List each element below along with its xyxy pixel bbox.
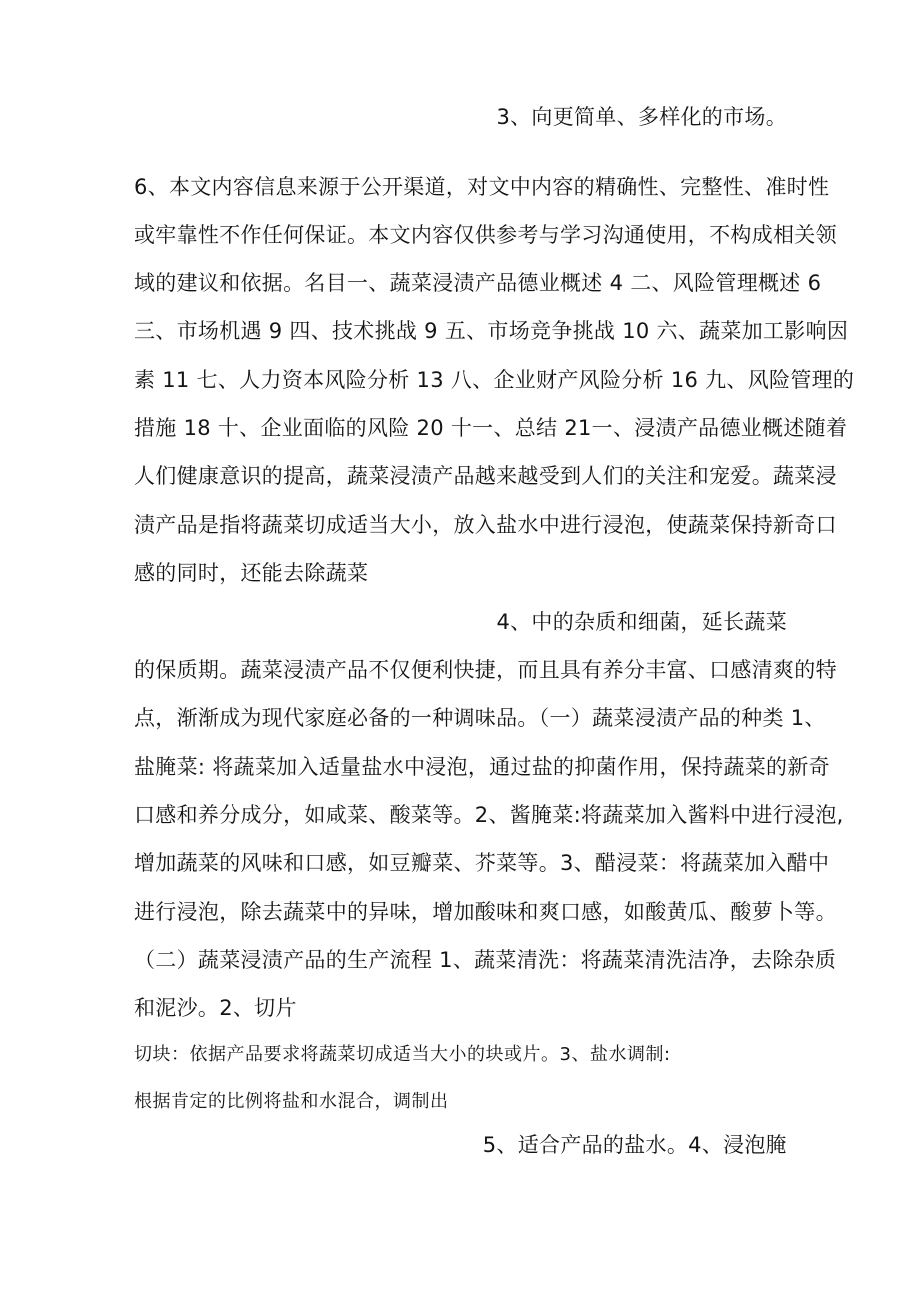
text-line: 三、市场机遇 9 四、技术挑战 9 五、市场竞争挑战 10 六、蔬菜加工影响因 (134, 319, 849, 343)
text-line: 点，渐渐成为现代家庭必备的一种调味品。（一）蔬菜浸渍产品的种类 1、 (134, 706, 826, 730)
text-line: 措施 18 十、企业面临的风险 20 十一、总结 21一、浸渍产品德业概述随着 (134, 416, 848, 440)
text-line: 盐腌菜: 将蔬菜加入适量盐水中浸泡，通过盐的抑菌作用，保持蔬菜的新奇 (134, 755, 830, 779)
text-line-heading: 3、向更简单、多样化的市场。 (496, 105, 787, 129)
text-line: 的保质期。蔬菜浸渍产品不仅便利快捷，而且具有养分丰富、口感清爽的特 (134, 658, 837, 682)
text-line: 根据肯定的比例将盐和水混合，调制出 (134, 1091, 449, 1112)
text-line: 切块：依据产品要求将蔬菜切成适当大小的块或片。3、盐水调制: (134, 1044, 671, 1065)
text-line: 或牢靠性不作任何保证。本文内容仅供参考与学习沟通使用，不构成相关领 (134, 223, 837, 247)
text-line: 素 11 七、人力资本风险分析 13 八、企业财产风险分析 16 九、风险管理的 (134, 368, 855, 392)
text-line: 增加蔬菜的风味和口感，如豆瓣菜、芥菜等。3、醋浸菜：将蔬菜加入醋中 (134, 851, 830, 875)
text-line: 6、本文内容信息来源于公开渠道，对文中内容的精确性、完整性、准时性 (134, 175, 830, 199)
text-line: 和泥沙。2、切片 (134, 996, 297, 1020)
text-line: 进行浸泡，除去蔬菜中的异味，增加酸味和爽口感，如酸黄瓜、酸萝卜等。 (134, 900, 837, 924)
text-line: 渍产品是指将蔬菜切成适当大小，放入盐水中进行浸泡，使蔬菜保持新奇口 (134, 513, 837, 537)
text-line: 感的同时，还能去除蔬菜 (134, 561, 369, 585)
text-line: 域的建议和依据。名目一、蔬菜浸渍产品德业概述 4 二、风险管理概述 6 (134, 271, 822, 295)
text-line-right: 5、适合产品的盐水。4、浸泡腌 (482, 1133, 787, 1157)
text-line: 口感和养分成分，如咸菜、酸菜等。2、酱腌菜:将蔬菜加入酱料中进行浸泡, (134, 803, 844, 827)
text-line: （二）蔬菜浸渍产品的生产流程 1、蔬菜清洗：将蔬菜清洗洁净，去除杂质 (134, 948, 837, 972)
text-line: 人们健康意识的提高，蔬菜浸渍产品越来越受到人们的关注和宠爱。蔬菜浸 (134, 464, 837, 488)
text-line-right: 4、中的杂质和细菌，延长蔬菜 (496, 610, 787, 634)
